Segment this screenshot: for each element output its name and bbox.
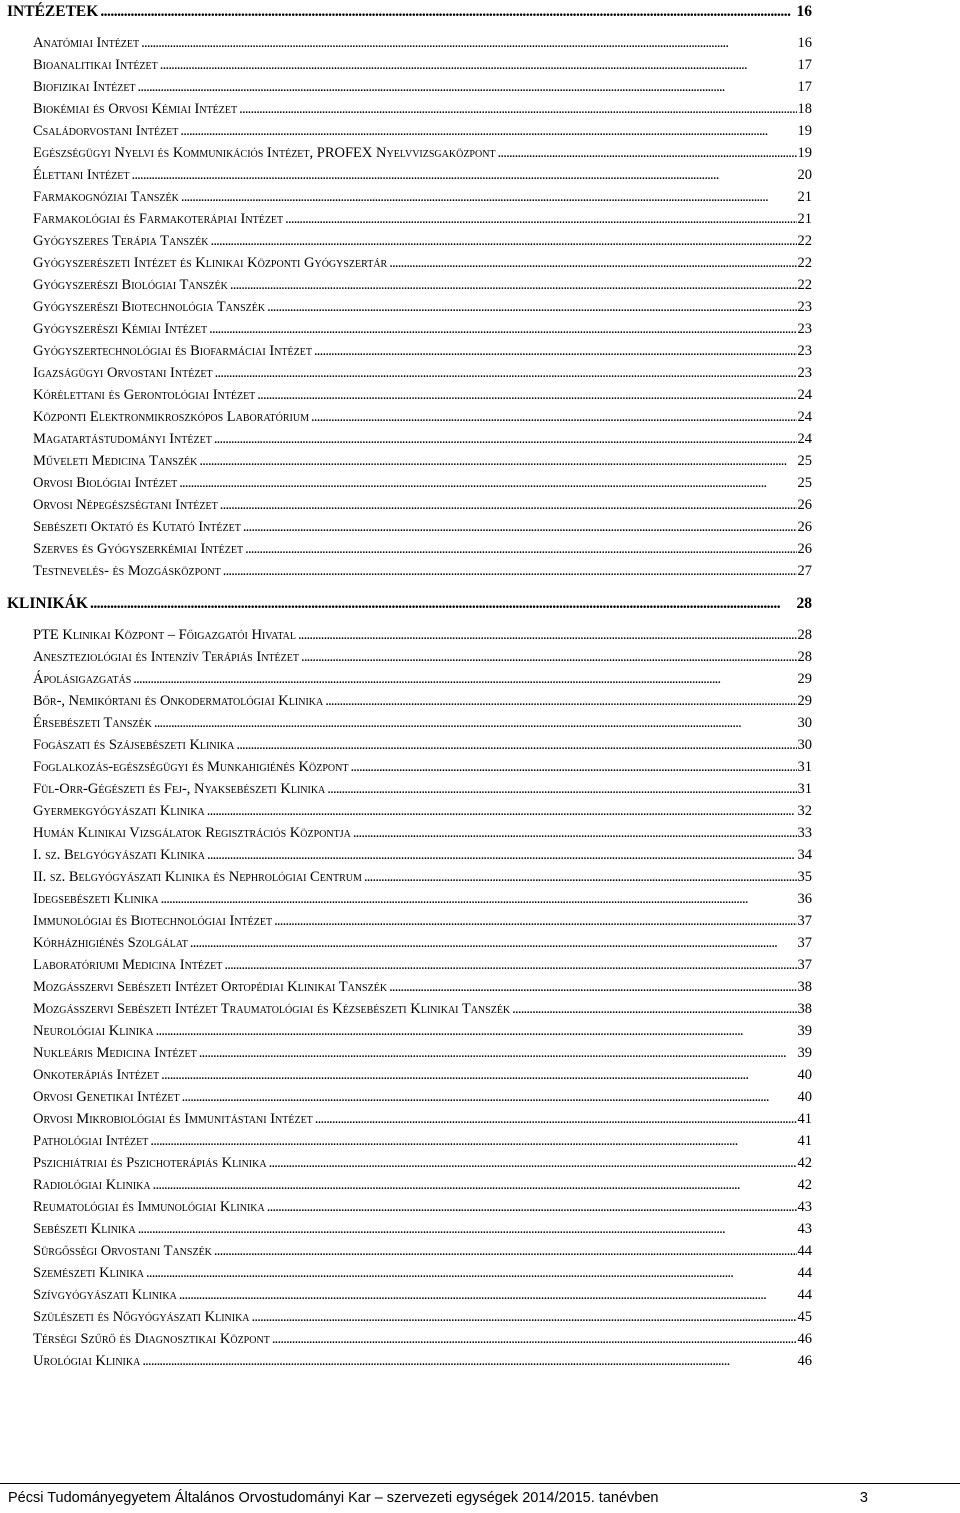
toc-entry-label: Mozgásszervi Sebészeti Intézet Ortopédiai Klinikai Tanszék [33, 979, 388, 995]
toc-leader-dots [100, 1, 795, 23]
toc-page-number: 31 [797, 759, 812, 775]
toc-entry-label: Onkoterápiás Intézet [33, 1067, 160, 1083]
toc-entry-label: Gyógyszerészeti Intézet és Klinikai Központi Gyógyszertár [33, 255, 388, 271]
toc-page-number: 40 [797, 1089, 812, 1105]
toc-leader-dots [239, 98, 796, 120]
toc-entry-label: Pszichiátriai és Pszichoterápiás Klinika [33, 1155, 267, 1171]
toc-page-number: 28 [797, 649, 812, 665]
toc-entry-label: Idegsebészeti Klinika [33, 891, 159, 907]
toc-entry[interactable] [7, 668, 812, 690]
toc-entry[interactable] [7, 1064, 812, 1086]
toc-leader-dots [311, 406, 796, 428]
toc-entry[interactable] [7, 756, 812, 778]
toc-entry-label: Humán Klinikai Vizsgálatok Regisztrációs Központja [33, 825, 351, 841]
toc-page-number: 25 [797, 453, 812, 469]
toc-leader-dots [154, 712, 797, 734]
toc-entry[interactable] [7, 1020, 812, 1042]
toc-entry-label: Biokémiai és Orvosi Kémiai Intézet [33, 101, 238, 117]
toc-entry-label: Szerves és Gyógyszerkémiai Intézet [33, 541, 244, 557]
table-of-contents [7, 0, 812, 1372]
toc-entry[interactable] [7, 624, 812, 646]
toc-entry-label: Reumatológiai és Immunológiai Klinika [33, 1199, 265, 1215]
toc-page-number: 24 [797, 409, 812, 425]
toc-page-number: 44 [797, 1243, 812, 1259]
toc-entry[interactable] [7, 932, 812, 954]
toc-entry-label: Testnevelés- és Mozgásközpont [33, 563, 221, 579]
toc-page-number: 38 [797, 1001, 812, 1017]
toc-entry[interactable] [7, 494, 812, 516]
footer-divider [0, 1483, 960, 1484]
toc-entry-label: Pathológiai Intézet [33, 1133, 149, 1149]
toc-entry[interactable] [7, 76, 812, 98]
toc-page-number: 41 [797, 1133, 812, 1149]
toc-page-number: 18 [797, 101, 812, 117]
toc-leader-dots [133, 668, 796, 690]
toc-entry[interactable] [7, 866, 812, 888]
toc-entry-label: Gyógyszeres Terápia Tanszék [33, 233, 209, 249]
toc-page-number: 32 [797, 803, 812, 819]
toc-leader-dots [223, 560, 797, 582]
toc-leader-dots [252, 1306, 797, 1328]
toc-entry-label: Kórélettani és Gerontológiai Intézet [33, 387, 256, 403]
toc-page-number: 34 [797, 847, 812, 863]
toc-leader-dots [179, 472, 796, 494]
toc-entry[interactable] [7, 54, 812, 76]
toc-page-number: 43 [797, 1221, 812, 1237]
toc-entry-label: I. sz. Belgyógyászati Klinika [33, 847, 205, 863]
toc-page-number: 23 [797, 299, 812, 315]
toc-page-number: 44 [797, 1287, 812, 1303]
toc-leader-dots [199, 1042, 797, 1064]
toc-leader-dots [179, 1284, 797, 1306]
toc-entry-label: Orvosi Biológiai Intézet [33, 475, 178, 491]
toc-entry-label: Sebészeti Klinika [33, 1221, 136, 1237]
toc-entry[interactable] [7, 186, 812, 208]
toc-page-number: 16 [797, 35, 812, 51]
toc-leader-dots [389, 252, 796, 274]
toc-entry[interactable] [7, 954, 812, 976]
toc-page-number: 42 [797, 1177, 812, 1193]
toc-entry-label: Farmakognóziai Tanszék [33, 189, 179, 205]
toc-leader-dots [160, 54, 797, 76]
toc-entry-label: Egészségügyi Nyelvi és Kommunikációs Intézet, PROFEX Nyelvvizsgaközpont [33, 145, 496, 161]
toc-entry-label: Immunológiai és Biotechnológiai Intézet [33, 913, 273, 929]
toc-leader-dots [364, 866, 797, 888]
toc-leader-dots [298, 624, 797, 646]
toc-entry-label: Farmakológiai és Farmakoterápiai Intézet [33, 211, 284, 227]
toc-entry[interactable] [7, 910, 812, 932]
toc-entry[interactable] [7, 120, 812, 142]
toc-leader-dots [512, 998, 796, 1020]
toc-page-number: 37 [797, 957, 812, 973]
toc-page-number: 36 [797, 891, 812, 907]
toc-leader-dots [257, 384, 796, 406]
toc-section-heading[interactable] [7, 1, 812, 23]
toc-leader-dots [180, 120, 796, 142]
toc-leader-dots [210, 230, 796, 252]
toc-page-number: 23 [797, 321, 812, 337]
footer-title: Pécsi Tudományegyetem Általános Orvostudományi Kar – szervezeti egységek 2014/2015. tanévben [8, 1490, 659, 1506]
toc-leader-dots [161, 1064, 796, 1086]
toc-page-number: 31 [797, 781, 812, 797]
toc-entry-label: Urológiai Klinika [33, 1353, 141, 1369]
toc-entry[interactable] [7, 384, 812, 406]
toc-entry[interactable] [7, 976, 812, 998]
toc-entry[interactable] [7, 822, 812, 844]
toc-entry[interactable] [7, 1108, 812, 1130]
toc-entry[interactable] [7, 296, 812, 318]
toc-leader-dots [131, 164, 796, 186]
toc-entry-label: Szemészeti Klinika [33, 1265, 145, 1281]
toc-entry[interactable] [7, 208, 812, 230]
toc-entry-label: Mozgásszervi Sebészeti Intézet Traumatológiai és Kézsebészeti Klinikai Tanszék [33, 1001, 511, 1017]
toc-section-title: INTÉZETEK [7, 3, 99, 20]
toc-entry[interactable] [7, 1240, 812, 1262]
toc-entry[interactable] [7, 734, 812, 756]
toc-leader-dots [138, 1218, 797, 1240]
toc-page-number: 39 [797, 1045, 812, 1061]
toc-entry-label: Bőr-, Nemikórtani és Onkodermatológiai Klinika [33, 693, 324, 709]
toc-page-number: 28 [797, 627, 812, 643]
toc-leader-dots [267, 1196, 797, 1218]
toc-leader-dots [315, 1108, 797, 1130]
toc-entry[interactable] [7, 406, 812, 428]
toc-entry[interactable] [7, 362, 812, 384]
toc-page-number: 23 [797, 343, 812, 359]
toc-entry[interactable] [7, 844, 812, 866]
toc-leader-dots [267, 296, 796, 318]
toc-entry-label: Biofizikai Intézet [33, 79, 136, 95]
toc-entry[interactable] [7, 164, 812, 186]
toc-leader-dots [224, 954, 796, 976]
toc-page-number: 39 [797, 1023, 812, 1039]
toc-leader-dots [150, 1130, 796, 1152]
toc-leader-dots [142, 1350, 796, 1372]
toc-leader-dots [156, 1020, 797, 1042]
toc-section-title: KLINIKÁK [7, 595, 88, 612]
toc-entry[interactable] [7, 560, 812, 582]
toc-leader-dots [182, 1086, 797, 1108]
toc-entry[interactable] [7, 1218, 812, 1240]
toc-entry[interactable] [7, 1328, 812, 1350]
toc-entry-label: Gyógyszerészi Kémiai Intézet [33, 321, 208, 337]
toc-page-number: 20 [797, 167, 812, 183]
toc-entry[interactable] [7, 1196, 812, 1218]
toc-page-number: 43 [797, 1199, 812, 1215]
toc-entry[interactable] [7, 340, 812, 362]
toc-page-number: 29 [797, 693, 812, 709]
toc-page-number: 26 [797, 519, 812, 535]
toc-page-number: 40 [797, 1067, 812, 1083]
toc-page-number: 46 [797, 1353, 812, 1369]
toc-entry-label: Bioanalitikai Intézet [33, 57, 158, 73]
toc-entry-label: Fül-Orr-Gégészeti és Fej-, Nyaksebészeti Klinika [33, 781, 326, 797]
toc-leader-dots [220, 494, 797, 516]
toc-entry-label: Kórházhigiénés Szolgálat [33, 935, 188, 951]
toc-page-number: 22 [797, 255, 812, 271]
toc-page-number: 17 [797, 57, 812, 73]
toc-leader-dots [181, 186, 797, 208]
toc-entry-label: Aneszteziológiai és Intenzív Terápiás Intézet [33, 649, 299, 665]
toc-leader-dots [146, 1262, 796, 1284]
toc-entry[interactable] [7, 538, 812, 560]
toc-entry[interactable] [7, 32, 812, 54]
toc-leader-dots [138, 76, 797, 98]
toc-entry-label: Orvosi Népegészségtani Intézet [33, 497, 218, 513]
toc-leader-dots [245, 538, 796, 560]
toc-entry-label: Gyermekgyógyászati Klinika [33, 803, 205, 819]
toc-page-number: 37 [797, 935, 812, 951]
toc-leader-dots [243, 516, 797, 538]
toc-entry-label: Fogászati és Szájsebészeti Klinika [33, 737, 235, 753]
toc-entry[interactable] [7, 888, 812, 910]
toc-leader-dots [190, 932, 797, 954]
toc-leader-dots [498, 142, 797, 164]
toc-page-number: 38 [797, 979, 812, 995]
toc-entry-label: Térségi Szűrő és Diagnosztikai Központ [33, 1331, 270, 1347]
toc-leader-dots [301, 646, 797, 668]
toc-entry-label: Laboratóriumi Medicina Intézet [33, 957, 223, 973]
toc-entry[interactable] [7, 1152, 812, 1174]
toc-leader-dots [236, 734, 796, 756]
toc-page-number: 35 [797, 869, 812, 885]
toc-entry-label: II. sz. Belgyógyászati Klinika és Nephrológiai Centrum [33, 869, 362, 885]
toc-leader-dots [314, 340, 797, 362]
toc-leader-dots [141, 32, 796, 54]
toc-entry-label: Anatómiai Intézet [33, 35, 140, 51]
toc-page-number: 30 [797, 737, 812, 753]
toc-entry-label: Élettani Intézet [33, 167, 130, 183]
toc-entry[interactable] [7, 646, 812, 668]
toc-leader-dots [214, 1240, 797, 1262]
toc-entry-label: Orvosi Genetikai Intézet [33, 1089, 180, 1105]
toc-entry-label: Gyógyszertechnológiai és Biofarmáciai Intézet [33, 343, 312, 359]
toc-page-number: 28 [796, 595, 812, 612]
toc-section-heading[interactable] [7, 593, 812, 615]
toc-entry[interactable] [7, 1350, 812, 1372]
toc-entry-label: Központi Elektronmikroszkópos Laboratórium [33, 409, 310, 425]
toc-leader-dots [209, 318, 796, 340]
toc-page-number: 25 [797, 475, 812, 491]
toc-leader-dots [285, 208, 796, 230]
toc-leader-dots [274, 910, 796, 932]
section-gap [7, 582, 812, 592]
toc-entry[interactable] [7, 1042, 812, 1064]
toc-leader-dots [207, 800, 797, 822]
toc-page-number: 16 [796, 3, 812, 20]
toc-leader-dots [207, 844, 797, 866]
toc-leader-dots [389, 976, 796, 998]
toc-page-number: 44 [797, 1265, 812, 1281]
toc-entry-label: Sebészeti Oktató és Kutató Intézet [33, 519, 241, 535]
toc-leader-dots [214, 428, 797, 450]
toc-entry[interactable] [7, 778, 812, 800]
page-footer [8, 1490, 868, 1506]
toc-entry[interactable] [7, 712, 812, 734]
toc-leader-dots [272, 1328, 797, 1350]
toc-entry-label: Nukleáris Medicina Intézet [33, 1045, 197, 1061]
toc-entry[interactable] [7, 274, 812, 296]
toc-page-number: 45 [797, 1309, 812, 1325]
toc-entry[interactable] [7, 252, 812, 274]
toc-entry[interactable] [7, 450, 812, 472]
toc-leader-dots [199, 450, 796, 472]
toc-entry-label: Neurológiai Klinika [33, 1023, 154, 1039]
toc-entry-label: Szülészeti és Nőgyógyászati Klinika [33, 1309, 250, 1325]
toc-page-number: 41 [797, 1111, 812, 1127]
toc-entry[interactable] [7, 98, 812, 120]
toc-entry-label: Műveleti Medicina Tanszék [33, 453, 198, 469]
toc-entry-label: Igazságügyi Orvostani Intézet [33, 365, 213, 381]
toc-entry-label: Orvosi Mikrobiológiai és Immunitástani Intézet [33, 1111, 313, 1127]
toc-entry-label: Gyógyszerészi Biológiai Tanszék [33, 277, 228, 293]
toc-entry[interactable] [7, 516, 812, 538]
toc-entry-label: Szívgyógyászati Klinika [33, 1287, 177, 1303]
toc-leader-dots [153, 1174, 797, 1196]
toc-leader-dots [350, 756, 796, 778]
toc-page-number: 17 [797, 79, 812, 95]
toc-page-number: 26 [797, 497, 812, 513]
toc-page-number: 33 [797, 825, 812, 841]
toc-page-number: 21 [797, 211, 812, 227]
toc-entry[interactable] [7, 428, 812, 450]
toc-entry[interactable] [7, 690, 812, 712]
toc-leader-dots [90, 593, 796, 615]
toc-entry[interactable] [7, 1174, 812, 1196]
toc-entry-label: Családorvostani Intézet [33, 123, 179, 139]
toc-entry[interactable] [7, 472, 812, 494]
toc-entry-label: Érsebészeti Tanszék [33, 715, 152, 731]
toc-entry[interactable] [7, 230, 812, 252]
toc-page-number: 19 [797, 123, 812, 139]
toc-entry-label: Magatartástudományi Intézet [33, 431, 212, 447]
toc-page-number: 19 [797, 145, 812, 161]
toc-leader-dots [161, 888, 797, 910]
toc-page-number: 24 [797, 387, 812, 403]
toc-entry[interactable] [7, 998, 812, 1020]
toc-entry-label: Sürgősségi Orvostani Tanszék [33, 1243, 212, 1259]
toc-page-number: 24 [797, 431, 812, 447]
toc-entry-label: Ápolásigazgatás [33, 671, 132, 687]
toc-leader-dots [325, 690, 796, 712]
footer-page-number: 3 [859, 1490, 868, 1506]
toc-page-number: 42 [797, 1155, 812, 1171]
toc-entry[interactable] [7, 1130, 812, 1152]
toc-entry[interactable] [7, 1306, 812, 1328]
toc-page-number: 37 [797, 913, 812, 929]
toc-leader-dots [230, 274, 797, 296]
toc-leader-dots [327, 778, 796, 800]
toc-entry[interactable] [7, 142, 812, 164]
toc-entry[interactable] [7, 800, 812, 822]
toc-entry-label: Radiológiai Klinika [33, 1177, 151, 1193]
toc-leader-dots [269, 1152, 797, 1174]
toc-page-number: 29 [797, 671, 812, 687]
toc-page-number: 22 [797, 277, 812, 293]
toc-page-number: 22 [797, 233, 812, 249]
toc-entry-label: Foglalkozás-egészségügyi és Munkahigiénés Központ [33, 759, 349, 775]
toc-entry[interactable] [7, 1086, 812, 1108]
toc-entry-label: PTE Klinikai Központ – Főigazgatói Hivatal [33, 627, 296, 643]
toc-entry-label: Gyógyszerészi Biotechnológia Tanszék [33, 299, 266, 315]
toc-entry[interactable] [7, 318, 812, 340]
toc-leader-dots [353, 822, 797, 844]
toc-page-number: 46 [797, 1331, 812, 1347]
toc-leader-dots [215, 362, 797, 384]
toc-entry[interactable] [7, 1284, 812, 1306]
toc-page-number: 26 [797, 541, 812, 557]
toc-page-number: 23 [797, 365, 812, 381]
toc-page-number: 30 [797, 715, 812, 731]
toc-entry[interactable] [7, 1262, 812, 1284]
toc-page-number: 21 [797, 189, 812, 205]
toc-page-number: 27 [797, 563, 812, 579]
